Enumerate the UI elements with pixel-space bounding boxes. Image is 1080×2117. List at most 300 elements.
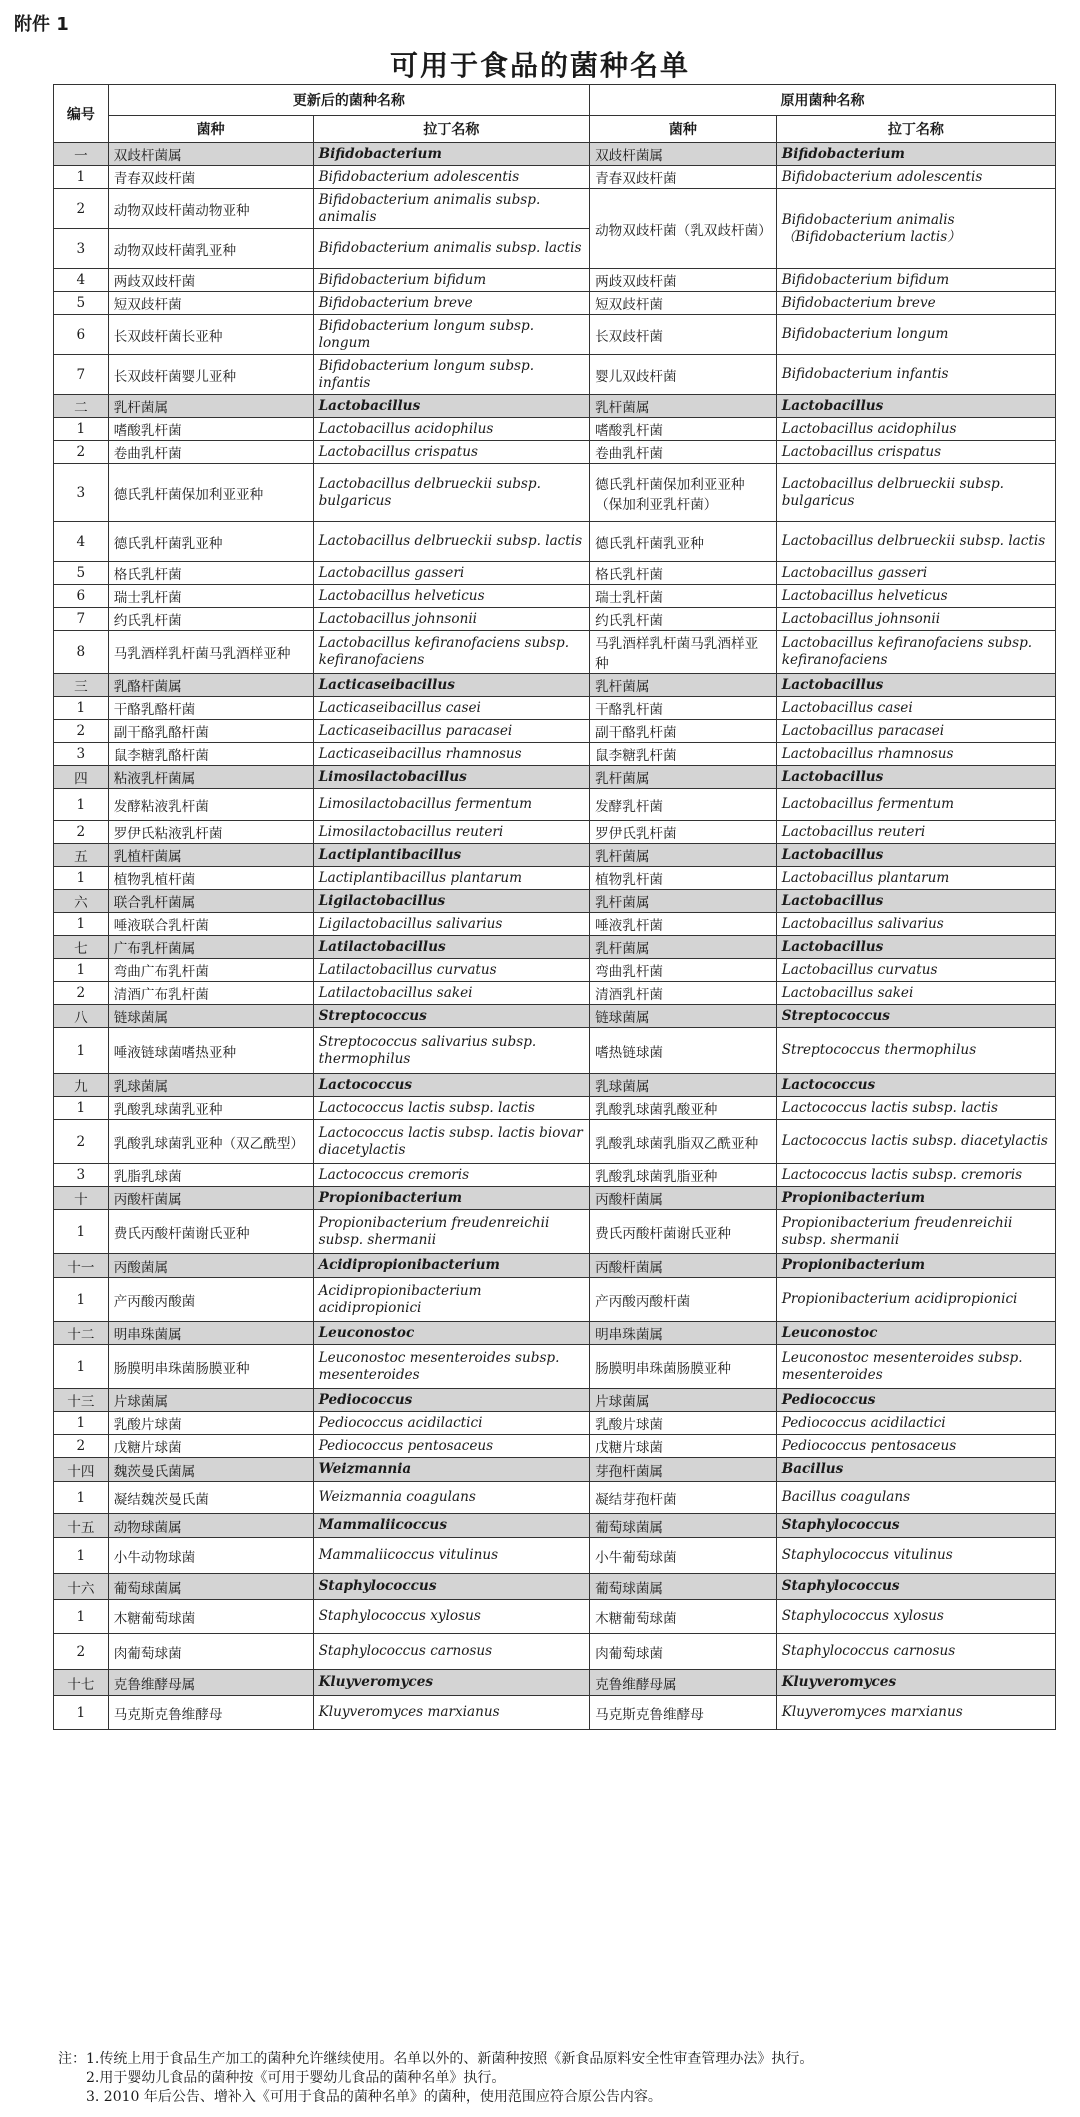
original-species-name: 格氏乳杆菌: [590, 562, 777, 585]
species-name: 弯曲广布乳杆菌: [108, 959, 313, 982]
latin-name: Limosilactobacillus fermentum: [313, 789, 589, 821]
species-name: 乳酪杆菌属: [108, 674, 313, 697]
original-latin-name: Bifidobacterium longum: [776, 315, 1055, 355]
genus-row: [54, 1005, 1056, 1028]
species-name: 明串珠菌属: [108, 1322, 313, 1345]
latin-name: Lactobacillus: [313, 395, 589, 418]
latin-name: Staphylococcus carnosus: [313, 1634, 589, 1670]
original-latin-name: Lactobacillus sakei: [776, 982, 1055, 1005]
table-row: [54, 1482, 1056, 1514]
latin-name: Bifidobacterium breve: [313, 292, 589, 315]
original-species-name: 副干酪乳杆菌: [590, 720, 777, 743]
genus-row: [54, 1574, 1056, 1600]
original-latin-name: Lactococcus: [776, 1074, 1055, 1097]
original-latin-name: Bifidobacterium animalis（Bifidobacterium lactis）: [776, 189, 1055, 269]
row-number: 7: [54, 608, 109, 631]
row-number: 2: [54, 1120, 109, 1164]
latin-name: Bifidobacterium longum subsp. longum: [313, 315, 589, 355]
species-name: 克鲁维酵母属: [108, 1670, 313, 1696]
original-species-name: 清酒乳杆菌: [590, 982, 777, 1005]
original-latin-name: Lactobacillus johnsonii: [776, 608, 1055, 631]
table-row: [54, 1028, 1056, 1074]
table-row: [54, 1120, 1056, 1164]
latin-name: Bifidobacterium animalis subsp. lactis: [313, 229, 589, 269]
original-species-name: 葡萄球菌属: [590, 1574, 777, 1600]
species-name: 马乳酒样乳杆菌马乳酒样亚种: [108, 631, 313, 674]
species-name: 清酒广布乳杆菌: [108, 982, 313, 1005]
original-latin-name: Lactobacillus helveticus: [776, 585, 1055, 608]
original-latin-name: Propionibacterium: [776, 1187, 1055, 1210]
original-latin-name: Lactobacillus acidophilus: [776, 418, 1055, 441]
species-name: 丙酸杆菌属: [108, 1187, 313, 1210]
row-number: 1: [54, 1278, 109, 1322]
table-row: [54, 631, 1056, 674]
latin-name: Staphylococcus xylosus: [313, 1600, 589, 1634]
genus-row: [54, 1514, 1056, 1538]
genus-row: [54, 143, 1056, 166]
original-species-name: 短双歧杆菌: [590, 292, 777, 315]
genus-row: [54, 395, 1056, 418]
latin-name: Lactococcus cremoris: [313, 1164, 589, 1187]
row-number: 5: [54, 562, 109, 585]
latin-name: Leuconostoc: [313, 1322, 589, 1345]
row-number: 十七: [54, 1670, 109, 1696]
species-name: 肉葡萄球菌: [108, 1634, 313, 1670]
genus-row: [54, 674, 1056, 697]
species-name: 嗜酸乳杆菌: [108, 418, 313, 441]
latin-name: Leuconostoc mesenteroides subsp. mesenteroides: [313, 1345, 589, 1389]
species-name: 鼠李糖乳酪杆菌: [108, 743, 313, 766]
row-number: 2: [54, 821, 109, 844]
row-number: 4: [54, 269, 109, 292]
species-name: 唾液联合乳杆菌: [108, 913, 313, 936]
original-species-name: 约氏乳杆菌: [590, 608, 777, 631]
original-species-name: 乳酸乳球菌乳脂双乙酰亚种: [590, 1120, 777, 1164]
original-species-name: 弯曲乳杆菌: [590, 959, 777, 982]
row-number: 2: [54, 982, 109, 1005]
species-name: 罗伊氏粘液乳杆菌: [108, 821, 313, 844]
latin-name: Lacticaseibacillus rhamnosus: [313, 743, 589, 766]
species-name: 德氏乳杆菌乳亚种: [108, 522, 313, 562]
latin-name: Lactobacillus kefiranofaciens subsp. kefiranofaciens: [313, 631, 589, 674]
species-name: 干酪乳酪杆菌: [108, 697, 313, 720]
species-name: 乳脂乳球菌: [108, 1164, 313, 1187]
header-number: 编号: [54, 85, 109, 143]
latin-name: Propionibacterium freudenreichii subsp. shermanii: [313, 1210, 589, 1254]
latin-name: Bifidobacterium bifidum: [313, 269, 589, 292]
latin-name: Pediococcus pentosaceus: [313, 1435, 589, 1458]
original-species-name: 发酵乳杆菌: [590, 789, 777, 821]
original-latin-name: Lactobacillus curvatus: [776, 959, 1055, 982]
original-latin-name: Bacillus: [776, 1458, 1055, 1482]
original-species-name: 乳球菌属: [590, 1074, 777, 1097]
original-latin-name: Staphylococcus vitulinus: [776, 1538, 1055, 1574]
table-row: [54, 1634, 1056, 1670]
table-row: [54, 1412, 1056, 1435]
species-name: 产丙酸丙酸菌: [108, 1278, 313, 1322]
latin-name: Weizmannia coagulans: [313, 1482, 589, 1514]
original-species-name: 两歧双歧杆菌: [590, 269, 777, 292]
latin-name: Latilactobacillus: [313, 936, 589, 959]
row-number: 七: [54, 936, 109, 959]
original-latin-name: Lactobacillus gasseri: [776, 562, 1055, 585]
genus-row: [54, 890, 1056, 913]
row-number: 3: [54, 743, 109, 766]
original-species-name: 链球菌属: [590, 1005, 777, 1028]
species-name: 瑞士乳杆菌: [108, 585, 313, 608]
footnote: 注：1.传统上用于食品生产加工的菌种允许继续使用。名单以外的、新菌种按照《新食品原料安全性审查管理办法》执行。: [58, 2051, 814, 2067]
original-species-name: 婴儿双歧杆菌: [590, 355, 777, 395]
original-species-name: 乳杆菌属: [590, 766, 777, 789]
original-species-name: 肉葡萄球菌: [590, 1634, 777, 1670]
original-latin-name: Staphylococcus carnosus: [776, 1634, 1055, 1670]
latin-name: Kluyveromyces: [313, 1670, 589, 1696]
table-row: [54, 585, 1056, 608]
row-number: 2: [54, 1435, 109, 1458]
row-number: 十三: [54, 1389, 109, 1412]
row-number: 十六: [54, 1574, 109, 1600]
genus-row: [54, 766, 1056, 789]
species-name: 木糖葡萄球菌: [108, 1600, 313, 1634]
latin-name: Lactococcus lactis subsp. lactis biovar diacetylactis: [313, 1120, 589, 1164]
row-number: 四: [54, 766, 109, 789]
table-row: [54, 292, 1056, 315]
original-species-name: 凝结芽孢杆菌: [590, 1482, 777, 1514]
species-name: 戊糖片球菌: [108, 1435, 313, 1458]
table-row: [54, 562, 1056, 585]
table-row: [54, 982, 1056, 1005]
row-number: 1: [54, 959, 109, 982]
table-row: [54, 867, 1056, 890]
species-name: 魏茨曼氏菌属: [108, 1458, 313, 1482]
table-row: [54, 1164, 1056, 1187]
table-row: [54, 441, 1056, 464]
footnote: 3. 2010 年后公告、增补入《可用于食品的菌种名单》的菌种，使用范围应符合原公告内容。: [86, 2089, 662, 2105]
original-latin-name: Staphylococcus: [776, 1574, 1055, 1600]
original-latin-name: Lactobacillus: [776, 890, 1055, 913]
header-original-names: 原用菌种名称: [590, 85, 1056, 116]
header-original-species: 菌种: [590, 116, 777, 143]
original-latin-name: Lactobacillus crispatus: [776, 441, 1055, 464]
original-latin-name: Propionibacterium acidipropionici: [776, 1278, 1055, 1322]
table-row: [54, 269, 1056, 292]
table-row: [54, 464, 1056, 522]
latin-name: Lactobacillus delbrueckii subsp. lactis: [313, 522, 589, 562]
latin-name: Limosilactobacillus: [313, 766, 589, 789]
latin-name: Bifidobacterium: [313, 143, 589, 166]
original-species-name: 丙酸杆菌属: [590, 1254, 777, 1278]
species-name: 双歧杆菌属: [108, 143, 313, 166]
latin-name: Lactobacillus gasseri: [313, 562, 589, 585]
original-species-name: 木糖葡萄球菌: [590, 1600, 777, 1634]
species-name: 乳酸片球菌: [108, 1412, 313, 1435]
latin-name: Lacticaseibacillus paracasei: [313, 720, 589, 743]
original-latin-name: Lactobacillus salivarius: [776, 913, 1055, 936]
original-latin-name: Bifidobacterium breve: [776, 292, 1055, 315]
original-species-name: 芽孢杆菌属: [590, 1458, 777, 1482]
row-number: 2: [54, 441, 109, 464]
species-name: 两歧双歧杆菌: [108, 269, 313, 292]
row-number: 1: [54, 697, 109, 720]
original-species-name: 唾液乳杆菌: [590, 913, 777, 936]
page-title: 可用于食品的菌种名单: [389, 49, 690, 82]
row-number: 1: [54, 1210, 109, 1254]
row-number: 十一: [54, 1254, 109, 1278]
table-row: [54, 355, 1056, 395]
original-latin-name: Lactococcus lactis subsp. diacetylactis: [776, 1120, 1055, 1164]
species-name: 片球菌属: [108, 1389, 313, 1412]
latin-name: Lactobacillus delbrueckii subsp. bulgaricus: [313, 464, 589, 522]
table-row: [54, 789, 1056, 821]
original-latin-name: Propionibacterium freudenreichii subsp. shermanii: [776, 1210, 1055, 1254]
table-row: [54, 608, 1056, 631]
original-latin-name: Bacillus coagulans: [776, 1482, 1055, 1514]
original-latin-name: Streptococcus: [776, 1005, 1055, 1028]
row-number: 3: [54, 1164, 109, 1187]
species-name: 发酵粘液乳杆菌: [108, 789, 313, 821]
original-species-name: 罗伊氏乳杆菌: [590, 821, 777, 844]
row-number: 1: [54, 867, 109, 890]
species-name: 青春双歧杆菌: [108, 166, 313, 189]
species-name: 植物乳植杆菌: [108, 867, 313, 890]
original-latin-name: Lactobacillus plantarum: [776, 867, 1055, 890]
latin-name: Ligilactobacillus: [313, 890, 589, 913]
original-species-name: 嗜热链球菌: [590, 1028, 777, 1074]
latin-name: Acidipropionibacterium: [313, 1254, 589, 1278]
latin-name: Latilactobacillus sakei: [313, 982, 589, 1005]
original-latin-name: Lactobacillus: [776, 936, 1055, 959]
species-name: 乳杆菌属: [108, 395, 313, 418]
species-name: 长双歧杆菌婴儿亚种: [108, 355, 313, 395]
row-number: 1: [54, 913, 109, 936]
original-species-name: 动物双歧杆菌（乳双歧杆菌）: [590, 189, 777, 269]
species-name: 动物球菌属: [108, 1514, 313, 1538]
original-species-name: 小牛葡萄球菌: [590, 1538, 777, 1574]
original-latin-name: Lactobacillus paracasei: [776, 720, 1055, 743]
original-latin-name: Lactobacillus fermentum: [776, 789, 1055, 821]
genus-row: [54, 1254, 1056, 1278]
original-species-name: 戊糖片球菌: [590, 1435, 777, 1458]
row-number: 6: [54, 315, 109, 355]
original-species-name: 嗜酸乳杆菌: [590, 418, 777, 441]
row-number: 1: [54, 789, 109, 821]
table-row: [54, 166, 1056, 189]
species-name: 短双歧杆菌: [108, 292, 313, 315]
row-number: 1: [54, 1482, 109, 1514]
row-number: 十五: [54, 1514, 109, 1538]
species-name: 动物双歧杆菌动物亚种: [108, 189, 313, 229]
table-row: [54, 1278, 1056, 1322]
header-updated-names: 更新后的菌种名称: [108, 85, 589, 116]
species-name: 凝结魏茨曼氏菌: [108, 1482, 313, 1514]
row-number: 4: [54, 522, 109, 562]
genus-row: [54, 1458, 1056, 1482]
latin-name: Bifidobacterium longum subsp. infantis: [313, 355, 589, 395]
header-latin-name: 拉丁名称: [313, 116, 589, 143]
original-species-name: 乳杆菌属: [590, 936, 777, 959]
original-latin-name: Lactobacillus casei: [776, 697, 1055, 720]
row-number: 1: [54, 1600, 109, 1634]
table-row: [54, 720, 1056, 743]
header-original-latin-name: 拉丁名称: [776, 116, 1055, 143]
row-number: 十: [54, 1187, 109, 1210]
original-latin-name: Lactobacillus kefiranofaciens subsp. kefiranofaciens: [776, 631, 1055, 674]
original-species-name: 马克斯克鲁维酵母: [590, 1696, 777, 1730]
original-latin-name: Lactobacillus: [776, 395, 1055, 418]
species-name: 动物双歧杆菌乳亚种: [108, 229, 313, 269]
original-species-name: 青春双歧杆菌: [590, 166, 777, 189]
original-species-name: 乳酸片球菌: [590, 1412, 777, 1435]
table-row: [54, 1600, 1056, 1634]
table-row: [54, 913, 1056, 936]
table-row: [54, 821, 1056, 844]
original-species-name: 植物乳杆菌: [590, 867, 777, 890]
original-species-name: 乳杆菌属: [590, 890, 777, 913]
row-number: 1: [54, 1097, 109, 1120]
species-name: 费氏丙酸杆菌谢氏亚种: [108, 1210, 313, 1254]
original-latin-name: Lactococcus lactis subsp. lactis: [776, 1097, 1055, 1120]
original-species-name: 丙酸杆菌属: [590, 1187, 777, 1210]
species-name: 粘液乳杆菌属: [108, 766, 313, 789]
genus-row: [54, 1187, 1056, 1210]
latin-name: Propionibacterium: [313, 1187, 589, 1210]
original-latin-name: Bifidobacterium adolescentis: [776, 166, 1055, 189]
footnote: 2.用于婴幼儿食品的菌种按《可用于婴幼儿食品的菌种名单》执行。: [86, 2070, 506, 2086]
original-latin-name: Pediococcus acidilactici: [776, 1412, 1055, 1435]
row-number: 1: [54, 1696, 109, 1730]
latin-name: Kluyveromyces marxianus: [313, 1696, 589, 1730]
row-number: 6: [54, 585, 109, 608]
original-latin-name: Staphylococcus xylosus: [776, 1600, 1055, 1634]
original-latin-name: Lactobacillus delbrueckii subsp. lactis: [776, 522, 1055, 562]
latin-name: Weizmannia: [313, 1458, 589, 1482]
species-name: 联合乳杆菌属: [108, 890, 313, 913]
row-number: 2: [54, 1634, 109, 1670]
latin-name: Mammaliicoccus vitulinus: [313, 1538, 589, 1574]
latin-name: Lactobacillus johnsonii: [313, 608, 589, 631]
original-latin-name: Streptococcus thermophilus: [776, 1028, 1055, 1074]
species-name: 格氏乳杆菌: [108, 562, 313, 585]
table-row: [54, 522, 1056, 562]
latin-name: Staphylococcus: [313, 1574, 589, 1600]
species-name: 马克斯克鲁维酵母: [108, 1696, 313, 1730]
species-name: 约氏乳杆菌: [108, 608, 313, 631]
species-name: 乳酸乳球菌乳亚种: [108, 1097, 313, 1120]
original-species-name: 明串珠菌属: [590, 1322, 777, 1345]
original-latin-name: Lactobacillus delbrueckii subsp. bulgaricus: [776, 464, 1055, 522]
genus-row: [54, 1322, 1056, 1345]
row-number: 2: [54, 720, 109, 743]
latin-name: Lactobacillus acidophilus: [313, 418, 589, 441]
original-species-name: 瑞士乳杆菌: [590, 585, 777, 608]
row-number: 3: [54, 464, 109, 522]
row-number: 九: [54, 1074, 109, 1097]
latin-name: Streptococcus: [313, 1005, 589, 1028]
species-name: 德氏乳杆菌保加利亚亚种: [108, 464, 313, 522]
table-row: [54, 697, 1056, 720]
original-latin-name: Bifidobacterium: [776, 143, 1055, 166]
species-name: 丙酸菌属: [108, 1254, 313, 1278]
original-species-name: 乳杆菌属: [590, 674, 777, 697]
row-number: 3: [54, 229, 109, 269]
header-species: 菌种: [108, 116, 313, 143]
strain-table: [53, 84, 1056, 1730]
original-species-name: 乳杆菌属: [590, 395, 777, 418]
latin-name: Lacticaseibacillus casei: [313, 697, 589, 720]
original-species-name: 德氏乳杆菌乳亚种: [590, 522, 777, 562]
row-number: 1: [54, 1028, 109, 1074]
original-species-name: 马乳酒样乳杆菌马乳酒样亚种: [590, 631, 777, 674]
species-name: 广布乳杆菌属: [108, 936, 313, 959]
original-species-name: 片球菌属: [590, 1389, 777, 1412]
latin-name: Lactococcus lactis subsp. lactis: [313, 1097, 589, 1120]
genus-row: [54, 1074, 1056, 1097]
row-number: 二: [54, 395, 109, 418]
latin-name: Lactobacillus crispatus: [313, 441, 589, 464]
table-body: [54, 143, 1056, 1730]
original-latin-name: Leuconostoc: [776, 1322, 1055, 1345]
species-name: 副干酪乳酪杆菌: [108, 720, 313, 743]
species-name: 卷曲乳杆菌: [108, 441, 313, 464]
latin-name: Ligilactobacillus salivarius: [313, 913, 589, 936]
table-row: [54, 1097, 1056, 1120]
latin-name: Lacticaseibacillus: [313, 674, 589, 697]
latin-name: Acidipropionibacterium acidipropionici: [313, 1278, 589, 1322]
original-latin-name: Kluyveromyces marxianus: [776, 1696, 1055, 1730]
species-name: 链球菌属: [108, 1005, 313, 1028]
original-latin-name: Leuconostoc mesenteroides subsp. mesenteroides: [776, 1345, 1055, 1389]
original-species-name: 葡萄球菌属: [590, 1514, 777, 1538]
row-number: 5: [54, 292, 109, 315]
row-number: 8: [54, 631, 109, 674]
row-number: 2: [54, 189, 109, 229]
original-species-name: 乳杆菌属: [590, 844, 777, 867]
original-latin-name: Kluyveromyces: [776, 1670, 1055, 1696]
original-latin-name: Staphylococcus: [776, 1514, 1055, 1538]
table-row: [54, 1538, 1056, 1574]
original-latin-name: Bifidobacterium infantis: [776, 355, 1055, 395]
table-row: [54, 743, 1056, 766]
row-number: 7: [54, 355, 109, 395]
original-species-name: 长双歧杆菌: [590, 315, 777, 355]
latin-name: Lactobacillus helveticus: [313, 585, 589, 608]
row-number: 1: [54, 418, 109, 441]
original-species-name: 干酪乳杆菌: [590, 697, 777, 720]
original-latin-name: Bifidobacterium bifidum: [776, 269, 1055, 292]
latin-name: Streptococcus salivarius subsp. thermophilus: [313, 1028, 589, 1074]
latin-name: Pediococcus acidilactici: [313, 1412, 589, 1435]
original-latin-name: Lactococcus lactis subsp. cremoris: [776, 1164, 1055, 1187]
genus-row: [54, 844, 1056, 867]
table-row: [54, 418, 1056, 441]
species-name: 长双歧杆菌长亚种: [108, 315, 313, 355]
latin-name: Mammaliicoccus: [313, 1514, 589, 1538]
original-latin-name: Lactobacillus reuteri: [776, 821, 1055, 844]
latin-name: Latilactobacillus curvatus: [313, 959, 589, 982]
row-number: 五: [54, 844, 109, 867]
table-row: [54, 1696, 1056, 1730]
original-species-name: 乳酸乳球菌乳脂亚种: [590, 1164, 777, 1187]
species-name: 肠膜明串珠菌肠膜亚种: [108, 1345, 313, 1389]
species-name: 小牛动物球菌: [108, 1538, 313, 1574]
table-row: [54, 315, 1056, 355]
footnotes: [58, 2050, 813, 2107]
latin-name: Bifidobacterium animalis subsp. animalis: [313, 189, 589, 229]
genus-row: [54, 1389, 1056, 1412]
original-latin-name: Lactobacillus: [776, 674, 1055, 697]
row-number: 三: [54, 674, 109, 697]
genus-row: [54, 936, 1056, 959]
